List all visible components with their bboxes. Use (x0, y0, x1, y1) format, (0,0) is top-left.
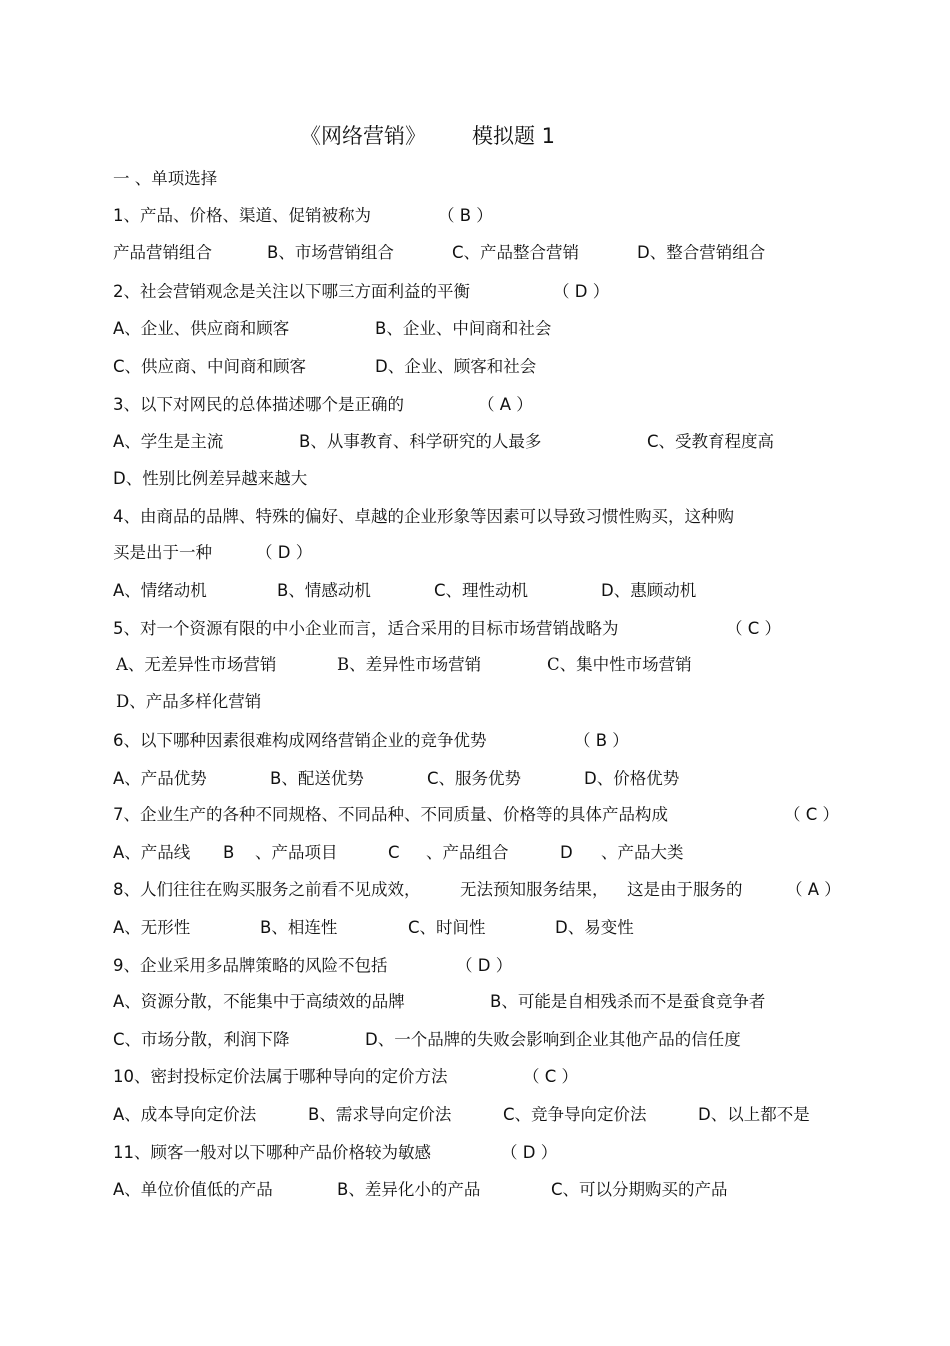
section-heading: 一 、单项选择 (113, 169, 218, 188)
question-text: 5、对一个资源有限的中小企业而言，适合采用的目标市场营销战略为 (113, 619, 619, 638)
question-text: 1、产品、价格、渠道、促销被称为 (113, 206, 371, 225)
option: 、产品组合 (426, 843, 509, 862)
option: B、需求导向定价法 (308, 1105, 452, 1124)
option: B、差异性市场营销 (337, 655, 482, 674)
answer-label: （ B ） (438, 206, 493, 225)
option: A、学生是主流 (113, 432, 224, 451)
option: 产品营销组合 (113, 243, 212, 262)
option: D、惠顾动机 (601, 581, 697, 600)
option: D、企业、顾客和社会 (375, 357, 537, 376)
question-text: 买是出于一种 (113, 543, 212, 562)
question-text: 6、以下哪种因素很难构成网络营销企业的竞争优势 (113, 731, 487, 750)
answer-label: （ D ） (501, 1143, 558, 1162)
title-sub: 模拟题 1 (472, 124, 556, 148)
title-main: 《网络营销》 (300, 124, 426, 148)
option: C、供应商、中间商和顾客 (113, 357, 307, 376)
question-text: 2、社会营销观念是关注以下哪三方面利益的平衡 (113, 282, 470, 301)
question-text: 11、顾客一般对以下哪种产品价格较为敏感 (113, 1143, 431, 1162)
option: D、性别比例差异越来越大 (113, 469, 308, 488)
option: D、以上都不是 (698, 1105, 810, 1124)
option: B、情感动机 (277, 581, 371, 600)
option: C、竞争导向定价法 (503, 1105, 647, 1124)
option: D、整合营销组合 (637, 243, 766, 262)
question-text: 4、由商品的品牌、特殊的偏好、卓越的企业形象等因素可以导致习惯性购买，这种购 (113, 507, 734, 526)
option: D、产品多样化营销 (116, 692, 262, 711)
option: C、理性动机 (434, 581, 529, 600)
question-text: 7、企业生产的各种不同规格、不同品种、不同质量、价格等的具体产品构成 (113, 805, 668, 824)
option: D、价格优势 (584, 769, 680, 788)
option: A、无形性 (113, 918, 191, 937)
question-text: 无法预知服务结果， (460, 880, 609, 899)
answer-label: （ A ） (786, 880, 841, 899)
option: 、产品大类 (601, 843, 684, 862)
option: A、资源分散，不能集中于高绩效的品牌 (113, 992, 405, 1011)
question-text: 8、人们往往在购买服务之前看不见成效， (113, 880, 421, 899)
option: C、受教育程度高 (647, 432, 775, 451)
question-text: 9、企业采用多品牌策略的风险不包括 (113, 956, 388, 975)
option-letter: B (223, 843, 235, 862)
option: D、一个品牌的失败会影响到企业其他产品的信任度 (365, 1030, 741, 1049)
question-text: 这是由于服务的 (627, 880, 743, 899)
option: C、服务优势 (427, 769, 522, 788)
option: B、市场营销组合 (267, 243, 394, 262)
option: B、相连性 (260, 918, 338, 937)
option: A、情绪动机 (113, 581, 207, 600)
answer-label: （ D ） (456, 956, 513, 975)
option: A、无差异性市场营销 (116, 655, 277, 674)
option: A、产品优势 (113, 769, 207, 788)
option: C、集中性市场营销 (547, 655, 692, 674)
option: C、可以分期购买的产品 (551, 1180, 728, 1199)
option: B、可能是自相残杀而不是蚕食竞争者 (490, 992, 766, 1011)
answer-label: （ C ） (784, 805, 840, 824)
answer-label: （ A ） (478, 395, 533, 414)
option-letter: D (560, 843, 573, 862)
option: B、从事教育、科学研究的人最多 (299, 432, 542, 451)
answer-label: （ C ） (523, 1067, 579, 1086)
option: C、时间性 (408, 918, 486, 937)
question-text: 3、以下对网民的总体描述哪个是正确的 (113, 395, 404, 414)
option: A、企业、供应商和顾客 (113, 319, 290, 338)
answer-label: （ C ） (726, 619, 782, 638)
option: A、单位价值低的产品 (113, 1180, 273, 1199)
option: A、产品线 (113, 843, 191, 862)
option: B、差异化小的产品 (337, 1180, 481, 1199)
answer-label: （ D ） (553, 282, 610, 301)
option: B、企业、中间商和社会 (375, 319, 552, 338)
question-text: 10、密封投标定价法属于哪种导向的定价方法 (113, 1067, 448, 1086)
option: B、配送优势 (270, 769, 364, 788)
option: A、成本导向定价法 (113, 1105, 257, 1124)
option-letter: C (388, 843, 400, 862)
answer-label: （ B ） (574, 731, 629, 750)
option: D、易变性 (555, 918, 634, 937)
option: 、产品项目 (255, 843, 338, 862)
answer-label: （ D ） (256, 543, 313, 562)
option: C、产品整合营销 (452, 243, 580, 262)
option: C、市场分散，利润下降 (113, 1030, 290, 1049)
